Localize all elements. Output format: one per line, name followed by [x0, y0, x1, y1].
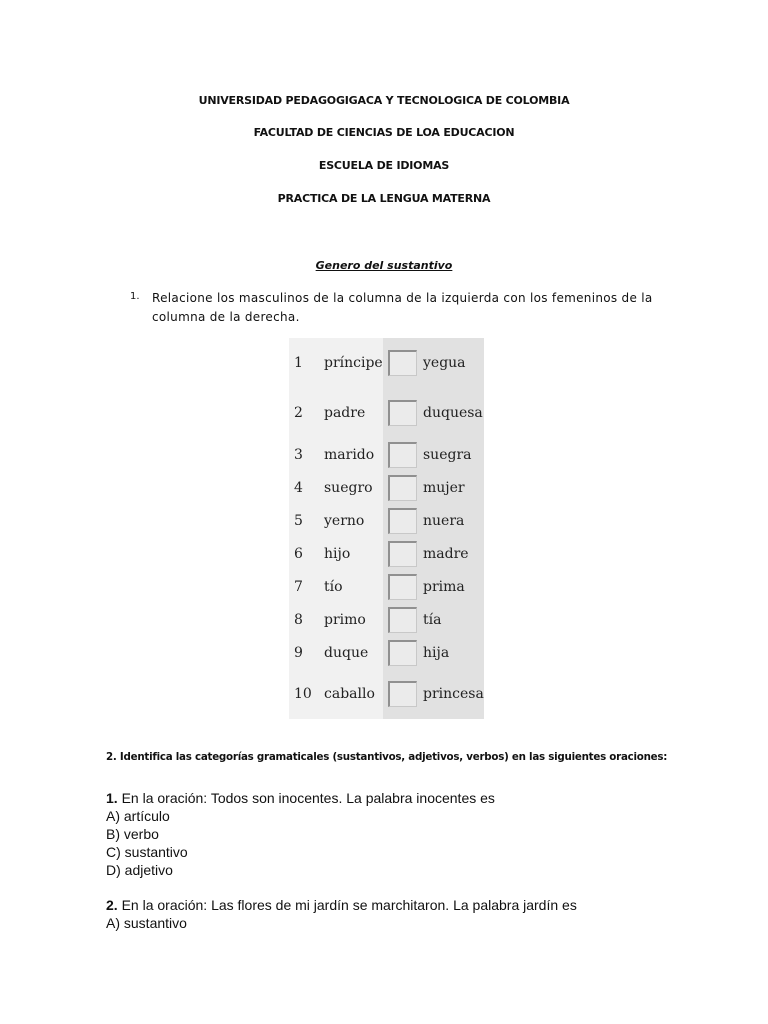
table-row	[289, 669, 484, 719]
feminine-word: princesa	[421, 669, 484, 719]
masculine-word: caballo	[319, 669, 383, 719]
feminine-word: yegua	[421, 338, 484, 388]
answer-box[interactable]	[388, 350, 417, 376]
masculine-word: padre	[319, 388, 383, 438]
answer-box[interactable]	[388, 574, 417, 600]
answer-box[interactable]	[388, 400, 417, 426]
option-b: B) verbo	[106, 826, 159, 842]
masculine-word: suegro	[319, 471, 383, 504]
question-text: En la oración: Todos son inocentes. La palabra inocentes es	[117, 790, 495, 806]
question-1	[106, 789, 495, 879]
table-row	[289, 388, 484, 438]
header-school: ESCUELA DE IDIOMAS	[318, 159, 450, 172]
table-row	[289, 504, 484, 537]
option-c: C) sustantivo	[106, 844, 188, 860]
answer-box[interactable]	[388, 475, 417, 501]
masculine-word: príncipe	[319, 338, 383, 388]
feminine-word: tía	[421, 603, 484, 636]
option-a: A) sustantivo	[106, 915, 187, 931]
feminine-word: madre	[421, 537, 484, 570]
table-row	[289, 438, 484, 471]
question-number: 1.	[106, 790, 118, 806]
answer-box[interactable]	[388, 607, 417, 633]
section-subtitle: Genero del sustantivo	[315, 259, 453, 272]
row-number: 10	[289, 669, 319, 719]
table-row	[289, 471, 484, 504]
feminine-word: duquesa	[421, 388, 484, 438]
feminine-word: hija	[421, 636, 484, 669]
masculine-word: primo	[319, 603, 383, 636]
row-number: 5	[289, 504, 319, 537]
option-d: D) adjetivo	[106, 862, 173, 878]
row-number: 7	[289, 570, 319, 603]
row-number: 9	[289, 636, 319, 669]
exercise1-number: 1.	[130, 291, 140, 302]
table-row	[289, 537, 484, 570]
header-university: UNIVERSIDAD PEDAGOGIGACA Y TECNOLOGICA DE COLOMBIA	[198, 94, 570, 107]
row-number: 2	[289, 388, 319, 438]
feminine-word: nuera	[421, 504, 484, 537]
masculine-word: yerno	[319, 504, 383, 537]
question-number: 2.	[106, 897, 118, 913]
header-course: PRACTICA DE LA LENGUA MATERNA	[277, 192, 491, 205]
feminine-word: mujer	[421, 471, 484, 504]
exercise1-instruction: Relacione los masculinos de la columna de la izquierda con los femeninos de la columna de la derecha.	[152, 291, 653, 324]
table-row	[289, 636, 484, 669]
masculine-word: duque	[319, 636, 383, 669]
answer-box[interactable]	[388, 681, 417, 707]
question-2	[106, 896, 577, 932]
exercise2-title: 2. Identifica las categorías gramaticales (sustantivos, adjetivos, verbos) en las siguientes oraciones:	[106, 751, 668, 763]
table-row	[289, 603, 484, 636]
row-number: 3	[289, 438, 319, 471]
table-row	[289, 570, 484, 603]
answer-box[interactable]	[388, 541, 417, 567]
row-number: 1	[289, 338, 319, 388]
header-faculty: FACULTAD DE CIENCIAS DE LOA EDUCACION	[253, 126, 515, 139]
feminine-word: prima	[421, 570, 484, 603]
answer-box[interactable]	[388, 508, 417, 534]
matching-table	[289, 338, 484, 719]
masculine-word: tío	[319, 570, 383, 603]
table-row	[289, 338, 484, 388]
row-number: 8	[289, 603, 319, 636]
question-text: En la oración: Las flores de mi jardín se marchitaron. La palabra jardín es	[117, 897, 577, 913]
masculine-word: hijo	[319, 537, 383, 570]
answer-box[interactable]	[388, 640, 417, 666]
row-number: 4	[289, 471, 319, 504]
feminine-word: suegra	[421, 438, 484, 471]
masculine-word: marido	[319, 438, 383, 471]
option-a: A) artículo	[106, 808, 170, 824]
answer-box[interactable]	[388, 442, 417, 468]
row-number: 6	[289, 537, 319, 570]
